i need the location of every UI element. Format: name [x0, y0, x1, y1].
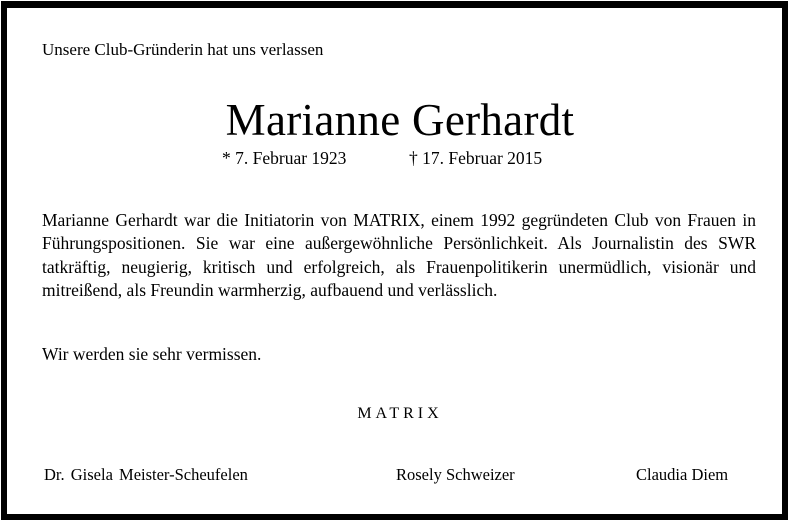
signatory-1: Dr. Gisela Meister-Scheufelen [44, 465, 248, 484]
signatory-2: Rosely Schweizer [396, 465, 515, 484]
intro-line: Unsere Club-Gründerin hat uns verlassen [42, 40, 324, 59]
tribute-text: Marianne Gerhardt war die Initiatorin von MATRIX, einem 1992 gegründeten Club von Frauen in Führungspositionen. Sie war eine außergewöhnliche Persönlichkeit. Als Journalistin des SWR tatkräftig, neugierig, kritisch und erfolgreich, als Frauenpolitikerin unermüdlich, visionär und mitreißend, als Freundin warmherzig, aufbauend und verlässlich. [42, 210, 756, 301]
farewell-line: Wir werden sie sehr vermissen. [42, 344, 262, 364]
birth-date: * 7. Februar 1923 [222, 148, 347, 168]
organization-name: MATRIX [357, 405, 443, 422]
signatory-3: Claudia Diem [636, 465, 729, 484]
death-date: † 17. Februar 2015 [409, 148, 543, 168]
tribute-paragraph [42, 209, 756, 303]
deceased-name: Marianne Gerhardt [225, 95, 575, 145]
